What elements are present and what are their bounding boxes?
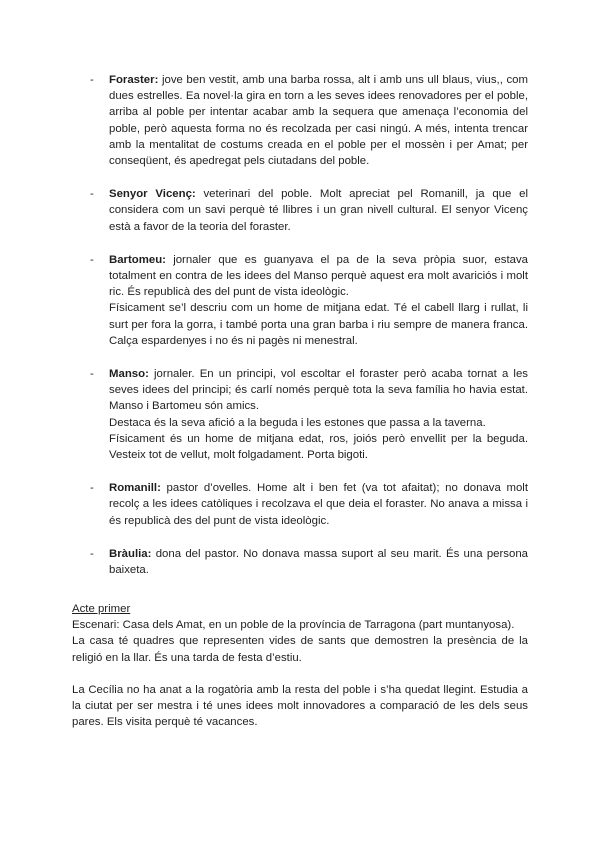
act-section <box>72 601 528 730</box>
character-foraster <box>90 72 528 169</box>
character-name: Bartomeu: <box>109 253 166 266</box>
list-dash: - <box>90 368 94 381</box>
character-description: veterinari del poble. Molt apreciat pel Romanill, ja que el considera com un savi perquè té llibres i un gran nivell cultural. El senyor Vicenç està a favor de la teoria del foraster. <box>109 188 528 233</box>
character-name: Foraster: <box>109 74 159 86</box>
character-description: dona del pastor. No donava massa suport al seu marit. És una persona baixeta. <box>109 547 528 577</box>
list-dash: - <box>90 547 94 560</box>
list-dash: - <box>90 74 94 86</box>
act-scenario: Escenari: Casa dels Amat, en un poble de la província de Tarragona (part muntanyosa). <box>72 619 515 632</box>
character-description: Físicament se’l descriu com un home de mitjana edat. Té el cabell llarg i rullat, li surt per fora la gorra, i també porta una gran barba i riu sempre de manera franca. Calça espardenyes i no és ni pagès ni menestral. <box>109 302 528 347</box>
character-description: jove ben vestit, amb una barba rossa, alt i amb uns ull blaus, vius,, com dues estrelles. Ea novel·la gira en torn a les seves idees renovadores per el poble, arriba al poble per intentar acabar amb la sequera que amenaça l’economia del poble, però aquesta forma no és recolzada per casi ningú. A més, intenta trencar amb la mentalitat de costums creada en el poble per el mossèn i per Amat; per conseqüent, és apedregat pels ciutadans del poble. <box>109 74 528 168</box>
character-description: Físicament és un home de mitjana edat, ros, joiós però envellit per la beguda. Vesteix tot de vellut, molt folgadament. Porta bigoti. <box>109 432 528 462</box>
act-cecilia-paragraph: La Cecília no ha anat a la rogatòria amb la resta del poble i s’ha quedat llegint. Estudia a la ciutat per ser mestra i té unes idees molt innovadores a comparació de les dels seus pares. Els visita perquè té vacances. <box>72 683 528 729</box>
list-dash: - <box>90 482 94 495</box>
list-dash: - <box>90 188 94 201</box>
character-description: pastor d’ovelles. Home alt i ben fet (va tot afaitat); no donava molt recolç a les idees catòliques i recolzava el que deia el foraster. No anava a missa i és republicà des del punt de vista ideològic. <box>109 482 528 527</box>
act-house-description: La casa té quadres que representen vides de sants que demostren la presència de la religió en la llar. És una tarda de festa d’estiu. <box>72 635 528 664</box>
paragraph-gap <box>72 666 528 682</box>
character-description: Destaca és la seva afició a la beguda i les estones que passa a la taverna. <box>109 416 486 429</box>
act-title: Acte primer <box>72 603 131 615</box>
character-name: Bràulia: <box>109 547 152 560</box>
list-dash: - <box>90 253 94 266</box>
character-manso <box>90 366 528 463</box>
character-braulia <box>90 546 528 578</box>
character-bartomeu <box>90 252 528 349</box>
character-name: Romanill: <box>109 482 161 495</box>
character-list <box>90 72 528 595</box>
character-name: Senyor Vicenç: <box>109 188 196 201</box>
character-senyor-vicenc <box>90 186 528 235</box>
character-description: jornaler que es guanyava el pa de la seva pròpia suor, estava totalment en contra de les idees del Manso perquè aquest era molt avariciós i molt ric. És republicà des del punt de vista ideològic. <box>109 253 528 299</box>
character-description: jornaler. En un principi, vol escoltar el foraster però acaba tornat a les seves idees del principi; és carlí només perquè tota la seva família ho havia estat. Manso i Bartomeu són amics. <box>109 368 528 413</box>
character-romanill <box>90 480 528 529</box>
character-name: Manso: <box>109 368 149 381</box>
